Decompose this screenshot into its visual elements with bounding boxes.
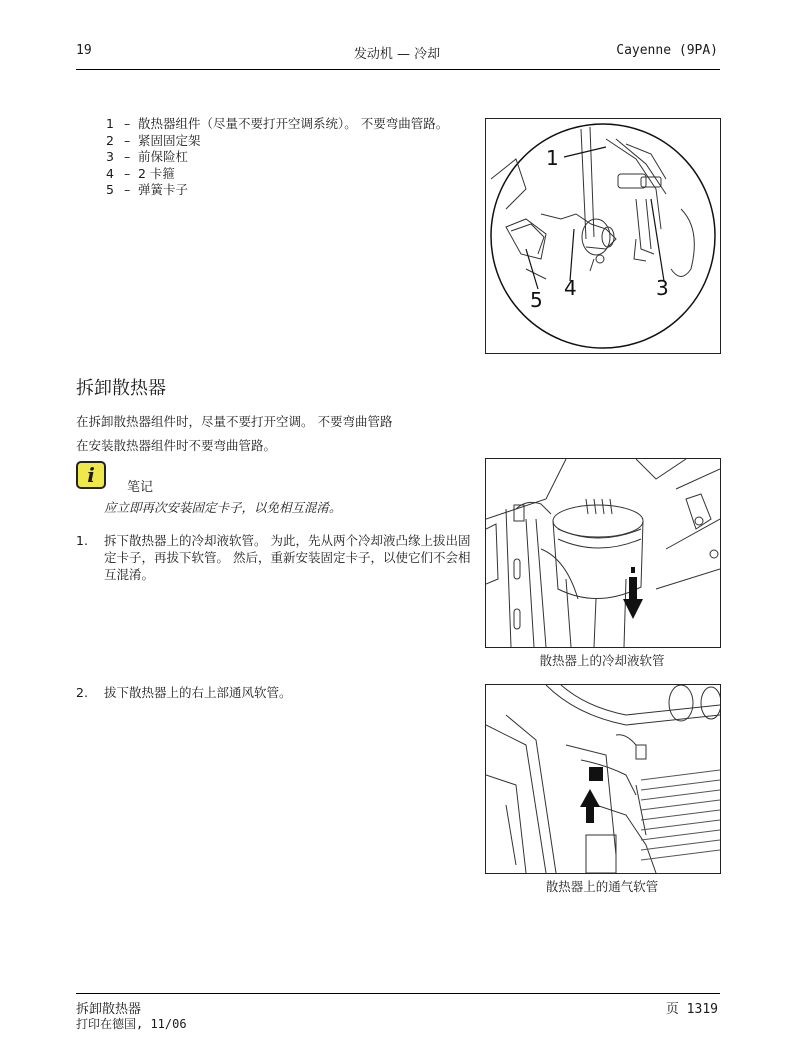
removal-paragraph: 在拆卸散热器组件时，尽量不要打开空调。 不要弯曲管路: [76, 414, 393, 429]
page-number: 19: [76, 43, 92, 58]
step-item: 1. 拆下散热器上的冷却液软管。 为此，先从两个冷却液凸缘上拔出固定卡子，再拔下软管。 然后，重新安装固定卡子，以使它们不会相互混淆。: [76, 533, 471, 582]
legend-item: 4 – 2 卡箍: [106, 165, 175, 181]
legend-item: 2 – 紧固固定架: [106, 132, 201, 148]
legend-item: 5 – 弹簧卡子: [106, 182, 189, 197]
legend-list: [106, 116, 458, 199]
section-title: 拆卸散热器: [76, 378, 166, 399]
legend-item: 1 – 散热器组件（尽量不要打开空调系统）。 不要弯曲管路。: [106, 116, 449, 131]
vent-hose-figure: [485, 684, 721, 874]
info-icon: i: [76, 461, 106, 489]
callout-3: 3: [656, 276, 669, 300]
step-item: 2. 拔下散热器上的右上部通风软管。: [76, 685, 292, 700]
callout-1: 1: [546, 146, 559, 170]
footer-print-info: 打印在德国, 11/06: [76, 1017, 187, 1031]
legend-item: 3 – 前保险杠: [106, 149, 189, 164]
installation-paragraph: 在安装散热器组件时不要弯曲管路。: [76, 438, 277, 453]
note-text: 应立即再次安装固定卡子，以免相互混淆。: [104, 500, 342, 515]
callout-5: 5: [530, 288, 543, 312]
figure-caption: 散热器上的通气软管: [545, 879, 659, 894]
coolant-hose-figure: [485, 458, 721, 648]
figure-caption: 散热器上的冷却液软管: [539, 653, 665, 668]
header-divider: [76, 69, 720, 70]
vehicle-model: Cayenne (9PA): [616, 43, 718, 58]
callout-4: 4: [564, 276, 577, 300]
radiator-parts-figure: [485, 118, 721, 354]
footer-title: 拆卸散热器: [76, 1002, 142, 1017]
chapter-title: 发动机 — 冷却: [353, 47, 441, 62]
note-label: 笔记: [127, 480, 154, 495]
footer-page-number: 页 1319: [665, 1002, 718, 1017]
footer-divider: [76, 993, 720, 994]
